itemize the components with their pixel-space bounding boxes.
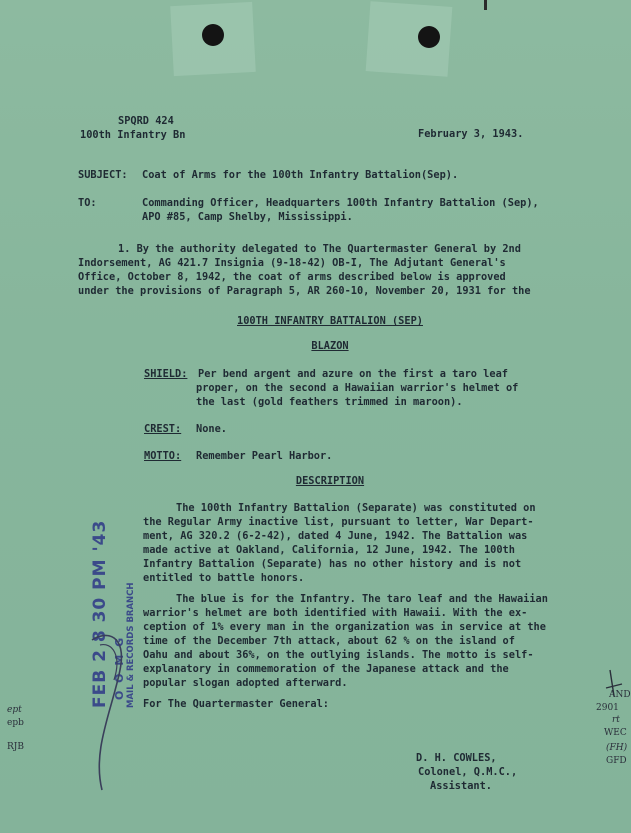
symbolism-line: Oahu and about 36%, on the outlying islands. The motto is self- — [143, 649, 534, 661]
initials-rt: rt — [612, 715, 620, 725]
letter-date: February 3, 1943. — [418, 128, 524, 140]
paragraph-1-line-2: Indorsement, AG 421.7 Insignia (9-18-42) OB-I, The Adjutant General's — [78, 257, 506, 269]
initials-epb: epb — [7, 718, 24, 728]
subject-label: SUBJECT: — [78, 169, 128, 181]
right-margin-mark — [600, 668, 630, 708]
subject-text: Coat of Arms for the 100th Infantry Battalion(Sep). — [142, 169, 459, 181]
description-line: The 100th Infantry Battalion (Separate) was constituted on — [176, 502, 536, 514]
crest-text: None. — [196, 423, 227, 435]
description-heading: DESCRIPTION — [295, 475, 365, 487]
motto-text: Remember Pearl Harbor. — [196, 450, 333, 462]
handwritten-scrawl — [52, 600, 162, 800]
paragraph-1-line-3: Office, October 8, 1942, the coat of arms described below is approved — [78, 271, 506, 283]
punch-hole-right — [418, 26, 440, 48]
closing-line: For The Quartermaster General: — [143, 698, 329, 710]
file-reference: SPQRD 424 — [118, 115, 174, 127]
shield-line-2: proper, on the second a Hawaiian warrior's helmet of — [196, 382, 519, 394]
initials-wec: WEC — [604, 728, 627, 738]
shield-line-1: Per bend argent and azure on the first a taro leaf — [198, 368, 508, 380]
punch-hole-left — [202, 24, 224, 46]
paragraph-1-line-4: under the provisions of Paragraph 5, AR 260-10, November 20, 1931 for the — [78, 285, 531, 297]
to-line-1: Commanding Officer, Headquarters 100th Infantry Battalion (Sep), — [142, 197, 539, 209]
initials-epb-scribble: ept — [7, 705, 22, 715]
symbolism-line: time of the December 7th attack, about 62 % on the island of — [143, 635, 515, 647]
description-line: the Regular Army inactive list, pursuant to letter, War Depart- — [143, 516, 534, 528]
paragraph-1-line-1: 1. By the authority delegated to The Quartermaster General by 2nd — [118, 243, 521, 255]
initials-rjb: RJB — [7, 742, 24, 752]
staple-mark — [484, 0, 487, 10]
description-line: Infantry Battalion (Separate) has no other history and is not — [143, 558, 522, 570]
to-label: TO: — [78, 197, 97, 209]
signature-rank: Colonel, Q.M.C., — [418, 766, 518, 778]
description-line: ment, AG 320.2 (6-2-42), dated 4 June, 1942. The Battalion was — [143, 530, 528, 542]
crest-label: CREST: — [144, 423, 182, 435]
symbolism-line: warrior's helmet are both identified with Hawaii. With the ex- — [143, 607, 528, 619]
motto-label: MOTTO: — [144, 450, 182, 462]
to-line-2: APO #85, Camp Shelby, Mississippi. — [142, 211, 353, 223]
stamp-date: FEB 2 8 30 PM '43 — [90, 519, 110, 708]
description-line: entitled to battle honors. — [143, 572, 305, 584]
signature-name: D. H. COWLES, — [416, 752, 497, 764]
file-number: 2901 — [596, 703, 619, 713]
sender-unit: 100th Infantry Bn — [80, 129, 186, 141]
initials-fh: (FH) — [606, 743, 628, 753]
symbolism-line: ception of 1% every man in the organization was in service at the — [143, 621, 546, 633]
stamp-code: O O M G — [113, 635, 126, 700]
unit-heading: 100TH INFANTRY BATTALION (SEP) — [237, 315, 423, 327]
symbolism-line: The blue is for the Infantry. The taro leaf and the Hawaiian — [176, 593, 548, 605]
description-line: made active at Oakland, California, 12 June, 1942. The 100th — [143, 544, 515, 556]
initials-and: AND — [609, 690, 631, 700]
stamp-department: MAIL & RECORDS BRANCH — [126, 582, 136, 708]
shield-label: SHIELD: — [144, 368, 188, 380]
shield-line-3: the last (gold feathers trimmed in maroon). — [196, 396, 463, 408]
initials-gfd: GFD — [606, 756, 627, 766]
symbolism-line: popular slogan adopted afterward. — [143, 677, 348, 689]
blazon-heading: BLAZON — [311, 340, 349, 352]
signature-title: Assistant. — [430, 780, 492, 792]
symbolism-line: explanatory in commemoration of the Japanese attack and the — [143, 663, 509, 675]
